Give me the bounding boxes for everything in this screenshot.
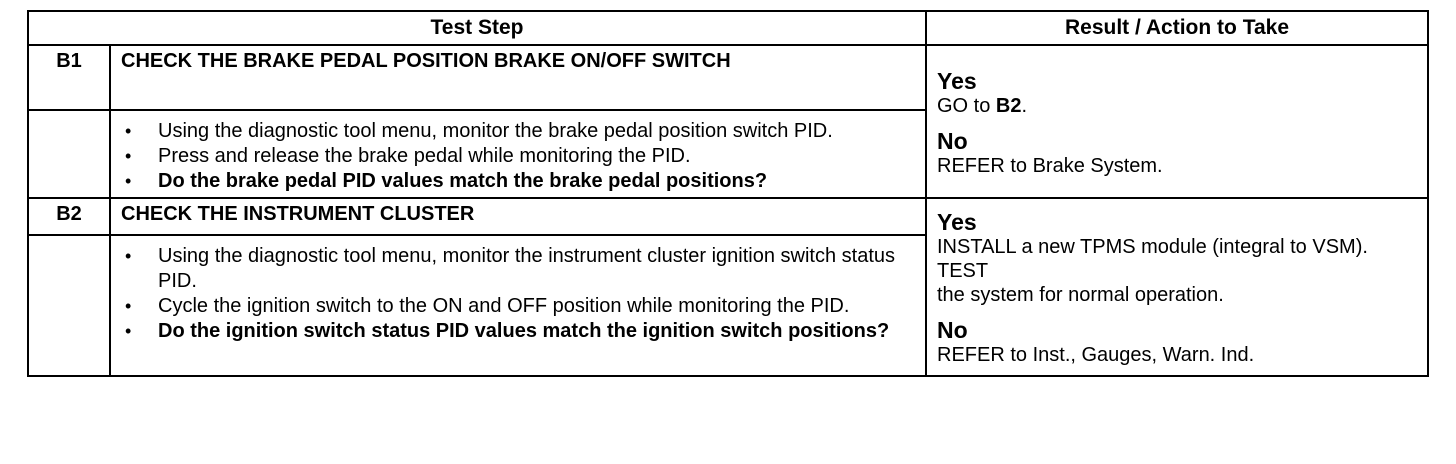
step-body-b1 <box>110 110 926 198</box>
list-item: • Do the ignition switch status PID values match the ignition switch positions? <box>125 320 890 342</box>
bullet-icon: • <box>125 296 132 316</box>
diagnostic-procedure-table <box>27 10 1429 377</box>
goto-ref-b2: B2 <box>995 94 1022 117</box>
yes-action-b1: GO to B2. <box>937 94 1028 117</box>
step-title-b1: CHECK THE BRAKE PEDAL POSITION BRAKE ON/OFF SWITCH <box>110 45 926 110</box>
step-id-b1: B1 <box>28 45 110 110</box>
list-item: • Using the diagnostic tool menu, monitor the brake pedal position switch PID. <box>125 120 833 142</box>
yes-action-b2-line2: the system for normal operation. <box>937 284 1224 306</box>
list-item: • Using the diagnostic tool menu, monitor the instrument cluster ignition switch status PID. <box>125 245 896 292</box>
test-step-header: Test Step <box>28 11 926 45</box>
step-b2-title-row <box>28 198 1428 235</box>
step-body-b2 <box>110 235 926 376</box>
bullet-icon: • <box>125 121 132 141</box>
yes-action-b2-line1: INSTALL a new TPMS module (integral to VSM). TEST <box>937 236 1368 282</box>
bullet-icon: • <box>125 146 132 166</box>
bullet-list-b2 <box>111 236 925 347</box>
result-cell-b2 <box>926 198 1428 376</box>
step-id-b2: B2 <box>28 198 110 235</box>
bullet-icon: • <box>125 321 132 341</box>
result-action-header: Result / Action to Take <box>926 11 1428 45</box>
table-header-row <box>28 11 1428 45</box>
yes-label-b1: Yes <box>937 67 977 94</box>
step-id-blank-b2 <box>28 235 110 376</box>
result-cell-b1 <box>926 45 1428 198</box>
list-item: • Press and release the brake pedal while monitoring the PID. <box>125 145 691 167</box>
bullet-list-b1 <box>111 111 925 197</box>
step-id-blank-b1 <box>28 110 110 198</box>
bullet-icon: • <box>125 171 132 191</box>
no-action-b2: REFER to Inst., Gauges, Warn. Ind. <box>937 344 1255 366</box>
list-item: • Do the brake pedal PID values match the brake pedal positions? <box>125 170 768 192</box>
no-action-b1: REFER to Brake System. <box>937 154 1163 177</box>
no-label-b2: No <box>937 317 968 343</box>
list-item: • Cycle the ignition switch to the ON and OFF position while monitoring the PID. <box>125 295 850 317</box>
no-label-b1: No <box>937 127 968 154</box>
yes-label-b2: Yes <box>937 209 977 235</box>
step-b1-title-row <box>28 45 1428 110</box>
step-title-b2: CHECK THE INSTRUMENT CLUSTER <box>110 198 926 235</box>
bullet-icon: • <box>125 246 132 266</box>
